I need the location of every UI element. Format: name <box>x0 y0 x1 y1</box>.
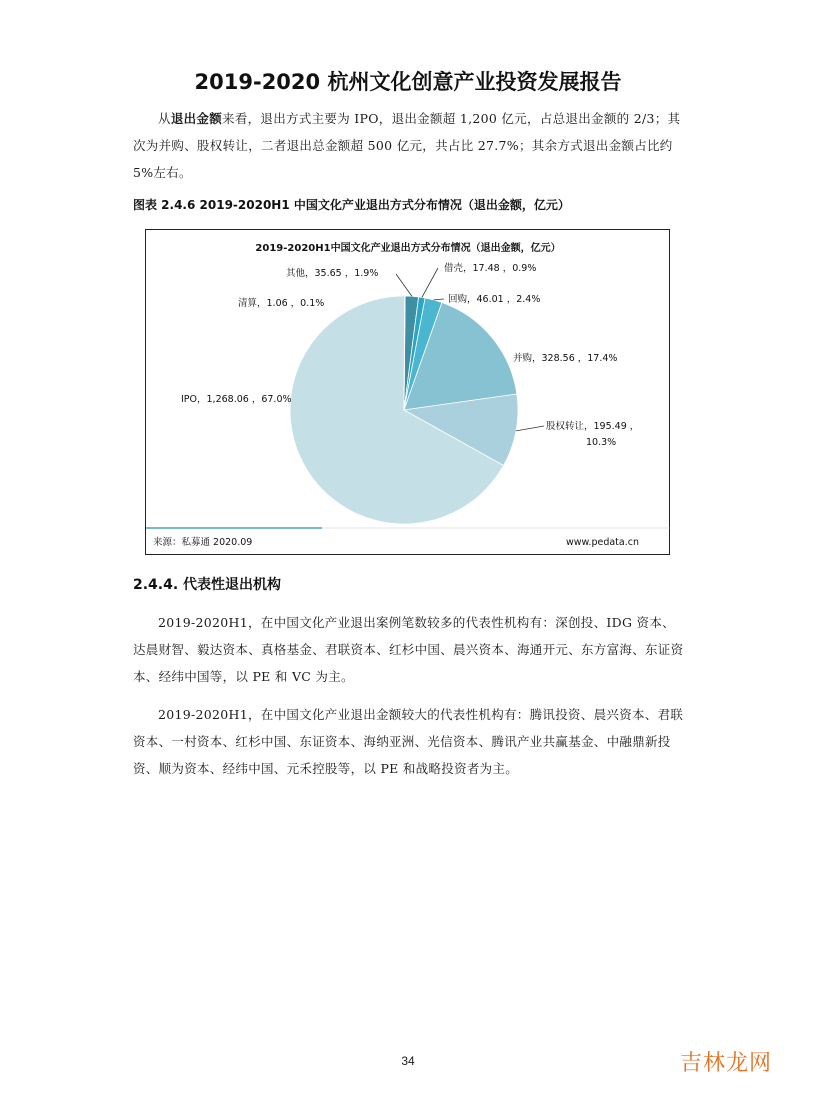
watermark-logo: 吉林龙网 <box>680 1051 773 1076</box>
label-equity-transfer-1: 股权转让，195.49 ， <box>546 421 640 432</box>
label-other: 其他，35.65 ，1.9% <box>286 268 379 279</box>
paragraph-representative-amount: 2019-2020H1，在中国文化产业退出金额较大的代表性机构有：腾讯投资、晨兴资本、君联资本、一村资本、红杉中国、东证资本、海纳亚洲、光信资本、腾讯产业共赢基金、中融鼎新投资、顺为资本、经纬中国、元禾控股等，以 PE 和战略投资者为主。 <box>133 707 684 776</box>
label-backdoor: 借壳，17.48 ，0.9% <box>444 263 537 274</box>
label-ipo: IPO，1,268.06 ，67.0% <box>181 394 292 405</box>
label-clearing: 清算，1.06 ，0.1% <box>238 298 325 309</box>
leader-line <box>422 268 438 297</box>
section-heading: 2.4.4. 代表性退出机构 <box>133 577 282 593</box>
figure-caption: 图表 2.4.6 2019-2020H1 中国文化产业退出方式分布情况（退出金额，亿元） <box>133 198 570 212</box>
chart-website: www.pedata.cn <box>566 537 639 548</box>
leader-line <box>516 426 544 431</box>
chart-title: 2019-2020H1中国文化产业退出方式分布情况（退出金额，亿元） <box>255 243 561 254</box>
label-merger: 并购，328.56 ，17.4% <box>513 353 618 364</box>
label-equity-transfer-2: 10.3% <box>586 437 617 448</box>
paragraph-representative-count: 2019-2020H1，在中国文化产业退出案例笔数较多的代表性机构有：深创投、IDG 资本、达晨财智、毅达资本、真格基金、君联资本、红杉中国、晨兴资本、海通开元、东方富海、东证资本、经纬中国等，以 PE 和 VC 为主。 <box>133 615 684 684</box>
leader-line <box>396 274 412 296</box>
pie-chart-frame <box>145 229 670 555</box>
paragraph-exit-amount: 从退出金额来看，退出方式主要为 IPO，退出金额超 1,200 亿元，占总退出金额的 2/3；其次为并购、股权转让，二者退出总金额超 500 亿元，共占比 27.7%；其余方式退出金额占比约 5%左右。 <box>133 111 681 180</box>
page-number: 34 <box>401 1054 415 1068</box>
leader-line <box>434 299 444 300</box>
chart-source: 来源：私募通 2020.09 <box>153 537 253 548</box>
page-title: 2019-2020 杭州文化创意产业投资发展报告 <box>194 70 622 94</box>
label-buyback: 回购，46.01 ，2.4% <box>448 294 541 305</box>
bold-term: 退出金额 <box>170 111 223 126</box>
pie-chart <box>146 230 671 556</box>
